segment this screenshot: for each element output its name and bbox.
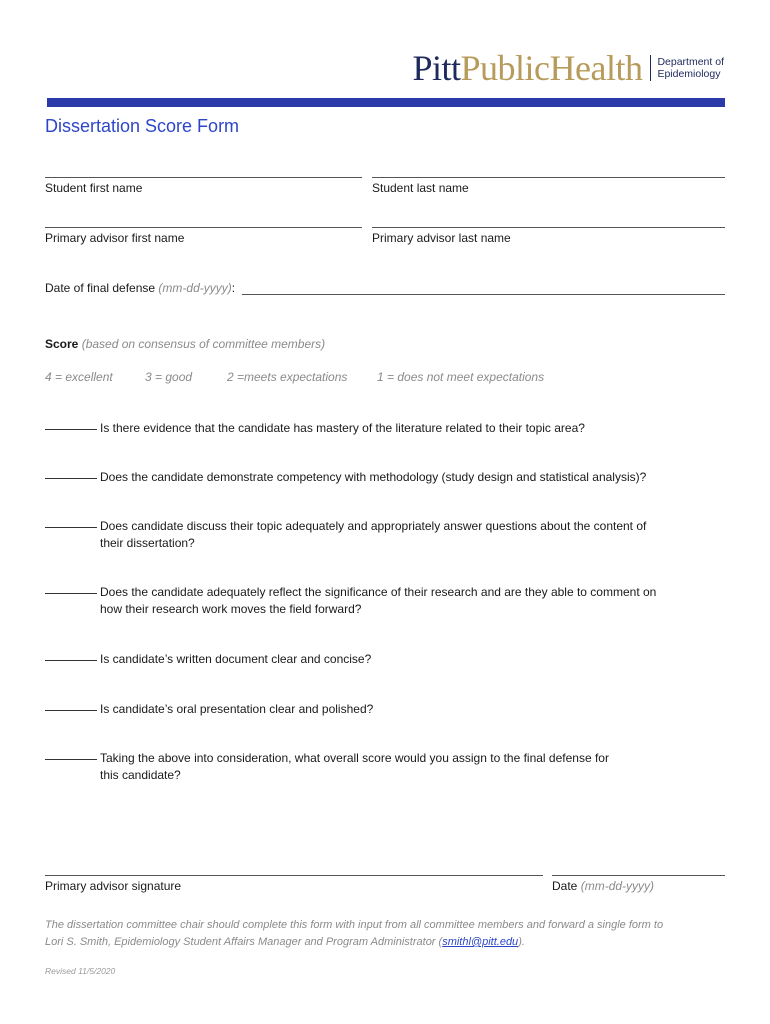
defense-date-field[interactable] (242, 294, 725, 295)
question-5 (45, 651, 685, 668)
scale-1: 1 = does not meet expectations (377, 370, 545, 384)
instructions-line1: The dissertation committee chair should complete this form with input from all committee members and forward a single form to (45, 919, 664, 931)
scale-2: 2 =meets expectations (227, 370, 348, 384)
signature-date-field[interactable] (552, 875, 725, 876)
score-blank-7[interactable] (45, 759, 97, 760)
dept-line1: Department of (657, 56, 724, 68)
score-heading (45, 337, 325, 351)
advisor-signature-field[interactable] (45, 875, 543, 876)
form-title: Dissertation Score Form (45, 116, 240, 136)
contact-email-link[interactable]: smithl@pitt.edu (442, 936, 519, 948)
score-label: Score (45, 337, 79, 351)
advisor-last-name-label: Primary advisor last name (372, 231, 511, 245)
score-note: (based on consensus of committee members) (81, 337, 326, 351)
question-5-text: Is candidate’s written document clear and concise? (100, 652, 372, 666)
question-7-text-cont: this candidate? (100, 768, 181, 782)
defense-date-colon: : (231, 281, 236, 295)
question-6 (45, 701, 685, 718)
score-blank-6[interactable] (45, 710, 97, 711)
signature-date-label (552, 879, 654, 893)
score-scale (0, 370, 770, 386)
student-last-name-label: Student last name (372, 181, 469, 195)
score-blank-1[interactable] (45, 429, 97, 430)
pitt-public-health-logo (412, 48, 724, 88)
advisor-first-name-label: Primary advisor first name (45, 231, 185, 245)
student-last-name-field[interactable] (372, 177, 725, 178)
defense-date-format: (mm-dd-yyyy) (158, 281, 232, 295)
advisor-first-name-field[interactable] (45, 227, 362, 228)
signature-date-text: Date (552, 879, 578, 893)
question-4-text-cont: how their research work moves the field forward? (100, 602, 362, 616)
submission-instructions (45, 917, 725, 951)
dept-line2: Epidemiology (657, 68, 721, 80)
instructions-line2-suffix: ). (518, 936, 525, 948)
logo-public-health-text: PublicHealth (460, 48, 643, 88)
question-7-text: Taking the above into consideration, what overall score would you assign to the final defense for (100, 751, 609, 765)
question-3 (45, 518, 685, 552)
student-first-name-label: Student first name (45, 181, 143, 195)
header-bar (47, 98, 725, 107)
logo-pitt-text: Pitt (412, 48, 461, 88)
question-3-text: Does candidate discuss their topic adequately and appropriately answer questions about the content of (100, 519, 647, 533)
instructions-line2-prefix: Lori S. Smith, Epidemiology Student Affairs Manager and Program Administrator ( (45, 936, 443, 948)
revision-date: Revised 11/5/2020 (45, 966, 116, 976)
score-blank-3[interactable] (45, 527, 97, 528)
question-2 (45, 469, 685, 486)
question-6-text: Is candidate’s oral presentation clear and polished? (100, 702, 374, 716)
advisor-signature-label: Primary advisor signature (45, 879, 182, 893)
scale-4: 4 = excellent (45, 370, 113, 384)
score-blank-5[interactable] (45, 660, 97, 661)
score-blank-4[interactable] (45, 593, 97, 594)
question-2-text: Does the candidate demonstrate competency with methodology (study design and statistical analysis)? (100, 470, 647, 484)
question-3-text-cont: their dissertation? (100, 536, 195, 550)
scale-3: 3 = good (145, 370, 193, 384)
question-1-text: Is there evidence that the candidate has mastery of the literature related to their topic area? (100, 421, 585, 435)
defense-date-text: Date of final defense (45, 281, 156, 295)
question-4 (45, 584, 685, 618)
score-blank-2[interactable] (45, 478, 97, 479)
question-1 (45, 420, 685, 437)
signature-date-format: (mm-dd-yyyy) (580, 879, 655, 893)
defense-date-label (45, 281, 235, 295)
question-7 (45, 750, 685, 784)
logo-divider (650, 55, 651, 81)
student-first-name-field[interactable] (45, 177, 362, 178)
question-4-text: Does the candidate adequately reflect the significance of their research and are they able to comment on (100, 585, 657, 599)
advisor-last-name-field[interactable] (372, 227, 725, 228)
department-name (657, 56, 724, 80)
